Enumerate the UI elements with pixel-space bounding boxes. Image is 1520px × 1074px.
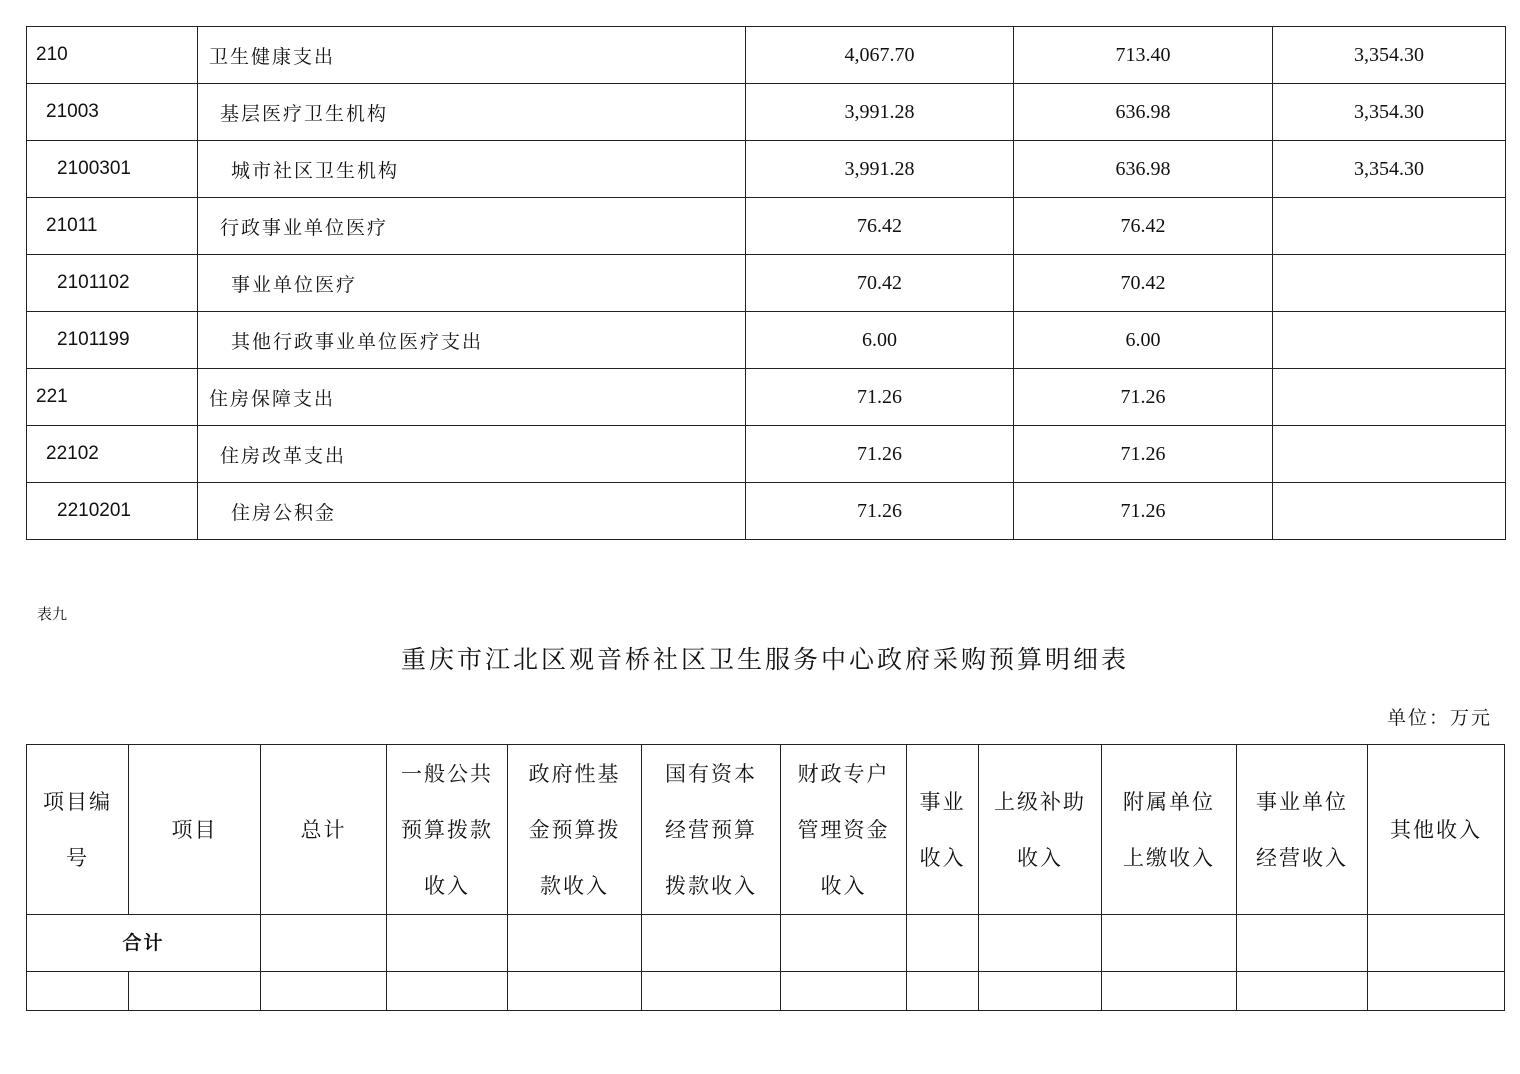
basic-expense-cell: 6.00 bbox=[1014, 312, 1273, 369]
budget-detail-table bbox=[26, 26, 1506, 540]
total-label: 合计 bbox=[27, 915, 261, 972]
project-expense-cell bbox=[1273, 426, 1506, 483]
table-row bbox=[27, 255, 1506, 312]
table-row bbox=[27, 426, 1506, 483]
project-expense-cell: 3,354.30 bbox=[1273, 84, 1506, 141]
basic-expense-cell: 76.42 bbox=[1014, 198, 1273, 255]
total-cell: 3,991.28 bbox=[746, 141, 1014, 198]
account-name-cell: 住房改革支出 bbox=[198, 426, 746, 483]
total-cell: 3,991.28 bbox=[746, 84, 1014, 141]
project-expense-cell bbox=[1273, 312, 1506, 369]
total-cell: 71.26 bbox=[746, 483, 1014, 540]
column-header: 财政专户 管理资金 收入 bbox=[781, 745, 907, 915]
table-header-row bbox=[27, 745, 1505, 915]
account-name-cell: 住房公积金 bbox=[198, 483, 746, 540]
total-cell: 76.42 bbox=[746, 198, 1014, 255]
account-code-cell: 221 bbox=[27, 369, 198, 426]
column-header: 事业单位 经营收入 bbox=[1237, 745, 1368, 915]
column-header: 国有资本 经营预算 拨款收入 bbox=[642, 745, 781, 915]
account-code-cell: 21003 bbox=[27, 84, 198, 141]
table-caption: 表九 bbox=[37, 605, 68, 623]
account-code-cell: 2101102 bbox=[27, 255, 198, 312]
project-expense-cell: 3,354.30 bbox=[1273, 141, 1506, 198]
table-row bbox=[27, 27, 1506, 84]
column-header: 附属单位 上缴收入 bbox=[1102, 745, 1237, 915]
account-name-cell: 其他行政事业单位医疗支出 bbox=[198, 312, 746, 369]
total-cell: 71.26 bbox=[746, 426, 1014, 483]
account-code-cell: 21011 bbox=[27, 198, 198, 255]
table-row bbox=[27, 483, 1506, 540]
basic-expense-cell: 636.98 bbox=[1014, 141, 1273, 198]
total-cell: 4,067.70 bbox=[746, 27, 1014, 84]
total-cell: 71.26 bbox=[746, 369, 1014, 426]
account-code-cell: 2210201 bbox=[27, 483, 198, 540]
column-header: 一般公共 预算拨款 收入 bbox=[387, 745, 508, 915]
basic-expense-cell: 713.40 bbox=[1014, 27, 1273, 84]
table-row bbox=[27, 141, 1506, 198]
basic-expense-cell: 71.26 bbox=[1014, 369, 1273, 426]
column-header: 总计 bbox=[261, 745, 387, 915]
account-name-cell: 城市社区卫生机构 bbox=[198, 141, 746, 198]
column-header: 上级补助 收入 bbox=[979, 745, 1102, 915]
empty-row bbox=[27, 972, 1505, 1011]
column-header: 其他收入 bbox=[1368, 745, 1505, 915]
total-cell: 70.42 bbox=[746, 255, 1014, 312]
basic-expense-cell: 636.98 bbox=[1014, 84, 1273, 141]
account-name-cell: 基层医疗卫生机构 bbox=[198, 84, 746, 141]
table-row bbox=[27, 369, 1506, 426]
column-header: 项目编 号 bbox=[27, 745, 129, 915]
table-row bbox=[27, 198, 1506, 255]
unit-label: 单位：万元 bbox=[1386, 707, 1492, 729]
account-name-cell: 住房保障支出 bbox=[198, 369, 746, 426]
table-row bbox=[27, 84, 1506, 141]
total-cell: 6.00 bbox=[746, 312, 1014, 369]
column-header: 政府性基 金预算拨 款收入 bbox=[508, 745, 642, 915]
project-expense-cell bbox=[1273, 369, 1506, 426]
procurement-budget-table bbox=[26, 744, 1505, 1011]
account-name-cell: 事业单位医疗 bbox=[198, 255, 746, 312]
account-code-cell: 210 bbox=[27, 27, 198, 84]
table-row bbox=[27, 312, 1506, 369]
project-expense-cell bbox=[1273, 255, 1506, 312]
column-header: 事业 收入 bbox=[907, 745, 979, 915]
page-title: 重庆市江北区观音桥社区卫生服务中心政府采购预算明细表 bbox=[400, 645, 1129, 674]
account-code-cell: 22102 bbox=[27, 426, 198, 483]
project-expense-cell: 3,354.30 bbox=[1273, 27, 1506, 84]
basic-expense-cell: 70.42 bbox=[1014, 255, 1273, 312]
account-code-cell: 2100301 bbox=[27, 141, 198, 198]
project-expense-cell bbox=[1273, 483, 1506, 540]
total-row bbox=[27, 915, 1505, 972]
column-header: 项目 bbox=[129, 745, 261, 915]
account-name-cell: 卫生健康支出 bbox=[198, 27, 746, 84]
basic-expense-cell: 71.26 bbox=[1014, 483, 1273, 540]
project-expense-cell bbox=[1273, 198, 1506, 255]
account-code-cell: 2101199 bbox=[27, 312, 198, 369]
basic-expense-cell: 71.26 bbox=[1014, 426, 1273, 483]
account-name-cell: 行政事业单位医疗 bbox=[198, 198, 746, 255]
